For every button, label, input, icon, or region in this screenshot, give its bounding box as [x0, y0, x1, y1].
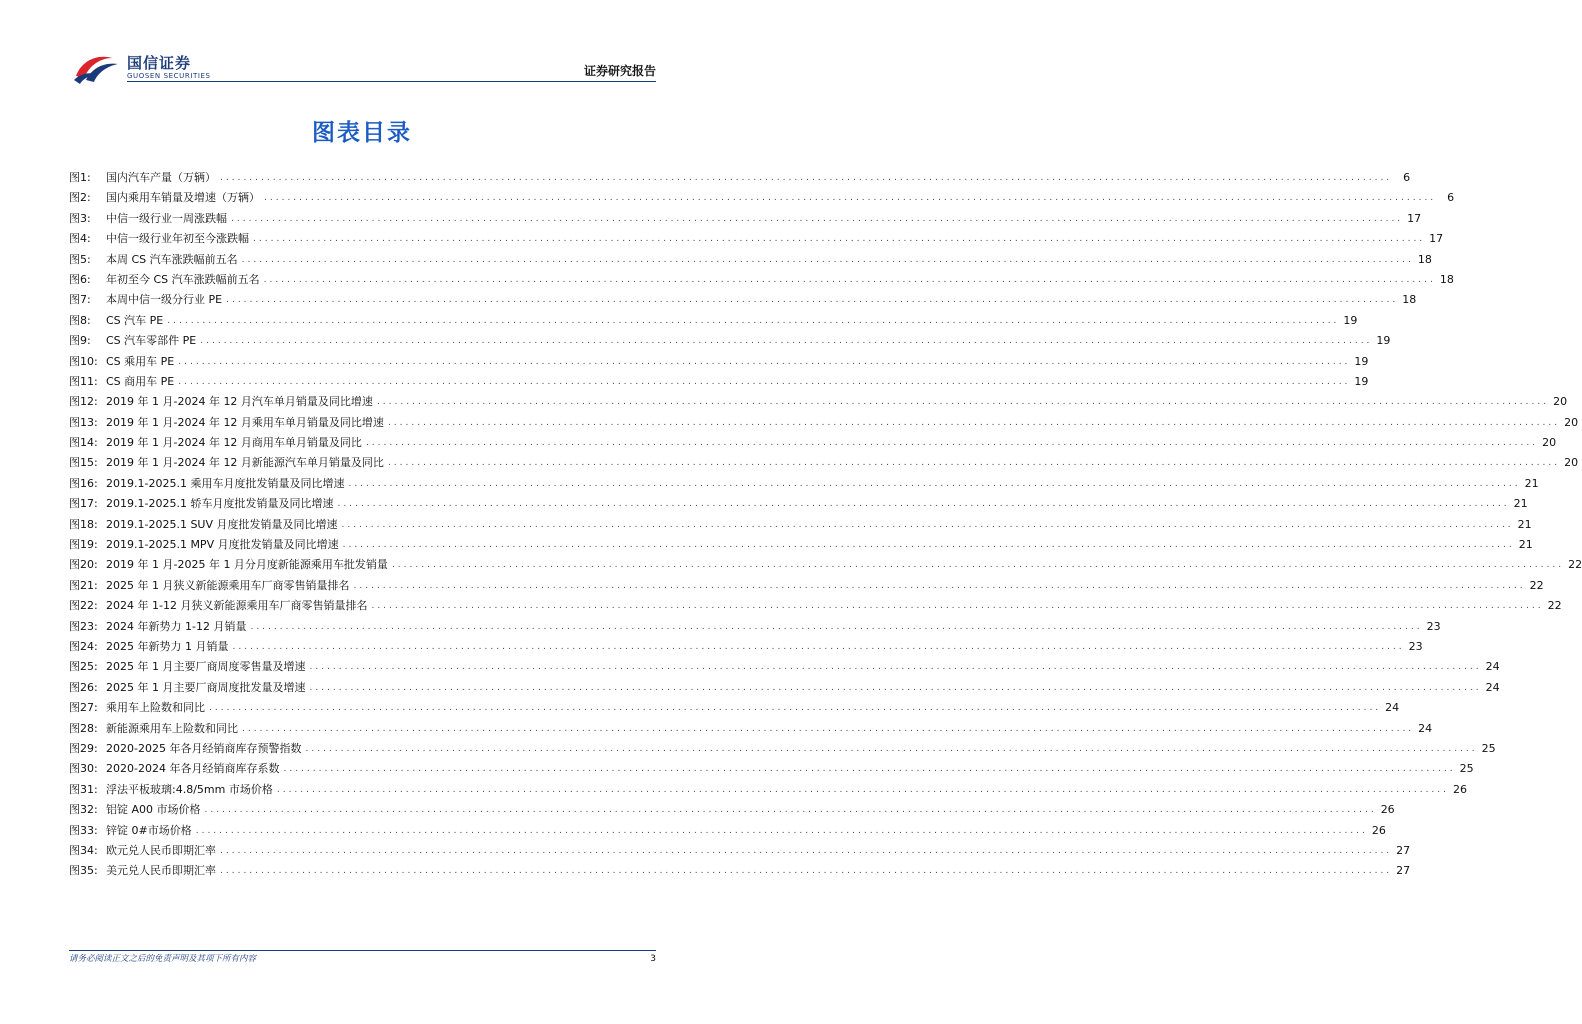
toc-entry-number: 图23: — [69, 619, 98, 633]
toc-entry-label: CS 汽车 PE — [106, 313, 164, 327]
toc-leader-dots: ........................................................................................................................................................................................................ — [226, 295, 1399, 306]
toc-leader-dots: ........................................................................................................................................................................................................ — [209, 703, 1382, 714]
report-type: 证券研究报告 — [583, 64, 656, 78]
toc-leader-dots: ........................................................................................................................................................................................................ — [220, 866, 1393, 877]
toc-entry-page: 19 — [1354, 354, 1369, 368]
toc-entry-label: 2020-2024 年各月经销商库存系数 — [106, 762, 280, 776]
toc-entry-label: 铝锭 A00 市场价格 — [106, 803, 201, 817]
toc-leader-dots: ........................................................................................................................................................................................................ — [276, 784, 1450, 795]
toc-leader-dots: ........................................................................................................................................................................................................ — [387, 458, 1561, 469]
toc-entry-label: 国内汽车产量（万辆） — [106, 171, 216, 184]
toc-entry-number: 图6: — [69, 272, 91, 286]
toc-leader-dots: ........................................................................................................................................................................................................ — [231, 213, 1404, 224]
toc-entry-page: 20 — [1564, 415, 1579, 429]
toc-entry[interactable] — [69, 739, 1496, 759]
toc-entry-label: 2019.1-2025.1 轿车月度批发销量及同比增速 — [106, 497, 334, 511]
toc-entry-number: 图20: — [69, 558, 98, 572]
toc-entry-page: 24 — [1485, 680, 1500, 694]
toc-entry-label: 2019.1-2025.1 乘用车月度批发销量及同比增速 — [106, 476, 345, 490]
toc-entry-page: 18 — [1439, 272, 1454, 286]
toc-entry-label: 国内乘用车销量及增速（万辆） — [106, 191, 260, 205]
toc-entry-page: 23 — [1408, 639, 1423, 653]
toc-leader-dots: ........................................................................................................................................................................................................ — [253, 234, 1426, 245]
toc-entry-label: 乘用车上险数和同比 — [106, 701, 205, 715]
toc-entry-number: 图34: — [69, 843, 98, 857]
toc-leader-dots: ........................................................................................................................................................................................................ — [309, 682, 1482, 693]
toc-leader-dots: ........................................................................................................................................................................................................ — [341, 519, 1514, 530]
toc-entry-number: 图29: — [69, 741, 98, 755]
toc-entry-label: 锌锭 0#市场价格 — [106, 823, 192, 837]
toc-entry-page: 20 — [1542, 436, 1557, 450]
toc-entry-number: 图30: — [69, 762, 98, 776]
toc-entry-label: 中信一级行业一周涨跌幅 — [106, 211, 227, 225]
toc-entry-label: 2019 年 1 月-2024 年 12 月汽车单月销量及同比增速 — [106, 395, 373, 409]
guosen-logo-icon — [72, 50, 122, 84]
toc-entry-page: 26 — [1371, 823, 1386, 837]
toc-entry-label: 2025 年 1 月狭义新能源乘用车厂商零售销量排名 — [106, 578, 350, 592]
toc-entry-number: 图3: — [69, 211, 91, 225]
toc-entry-page: 6 — [1403, 171, 1411, 184]
toc-entry[interactable] — [69, 535, 1533, 555]
toc-entry-page: 24 — [1485, 660, 1500, 674]
toc-entry-page: 17 — [1407, 211, 1422, 225]
toc-entry-label: 中信一级行业年初至今涨跌幅 — [106, 232, 249, 246]
toc-entry-number: 图19: — [69, 538, 98, 552]
toc-entry-number: 图2: — [69, 191, 91, 205]
toc-entry[interactable] — [69, 209, 1422, 229]
toc-entry-label: 2019.1-2025.1 MPV 月度批发销量及同比增速 — [106, 538, 339, 552]
toc-leader-dots: ........................................................................................................................................................................................................ — [178, 356, 1351, 367]
toc-entry[interactable] — [69, 515, 1532, 535]
toc-entry-page: 25 — [1459, 762, 1474, 776]
toc-entry[interactable] — [69, 250, 1432, 270]
toc-leader-dots: ........................................................................................................................................................................................................ — [242, 723, 1415, 734]
toc-leader-dots: ........................................................................................................................................................................................................ — [204, 805, 1377, 816]
brand-name-en: GUOSEN SECURITIES — [127, 72, 211, 80]
toc-entry-number: 图15: — [69, 456, 98, 470]
toc-entry-label: 2019 年 1 月-2025 年 1 月分月度新能源乘用车批发销量 — [106, 558, 388, 572]
toc-entry-label: 2025 年新势力 1 月销量 — [106, 639, 229, 653]
toc-entry[interactable] — [69, 229, 1444, 249]
toc-leader-dots: ........................................................................................................................................................................................................ — [365, 438, 1539, 449]
toc-entry-page: 24 — [1385, 701, 1400, 715]
toc-leader-dots: ........................................................................................................................................................................................................ — [195, 825, 1368, 836]
toc-leader-dots: ........................................................................................................................................................................................................ — [337, 499, 1510, 510]
toc-entry[interactable] — [69, 413, 1579, 433]
toc-entry-label: 美元兑人民币即期汇率 — [106, 864, 216, 878]
toc-entry-number: 图7: — [69, 293, 91, 307]
toc-entry-number: 图9: — [69, 334, 91, 348]
toc-leader-dots: ........................................................................................................................................................................................................ — [241, 254, 1414, 265]
toc-leader-dots: ........................................................................................................................................................................................................ — [342, 540, 1515, 551]
toc-leader-dots: ........................................................................................................................................................................................................ — [200, 336, 1373, 347]
toc-entry-label: 新能源乘用车上险数和同比 — [106, 721, 238, 735]
toc-entry-number: 图27: — [69, 701, 98, 715]
toc-entry-number: 图26: — [69, 680, 98, 694]
toc-entry[interactable] — [69, 657, 1500, 677]
toc-entry-page: 25 — [1481, 741, 1496, 755]
toc-entry[interactable] — [69, 698, 1400, 718]
toc-entry-number: 图8: — [69, 313, 91, 327]
toc-entry-label: 2019 年 1 月-2024 年 12 月新能源汽车单月销量及同比 — [106, 456, 384, 470]
toc-entry-number: 图31: — [69, 782, 98, 796]
page-number: 3 — [650, 954, 656, 964]
toc-entry-number: 图4: — [69, 232, 91, 246]
toc-entry-number: 图18: — [69, 517, 98, 531]
toc-entry-label: 2025 年 1 月主要厂商周度零售量及增速 — [106, 660, 306, 674]
toc-entry[interactable] — [69, 719, 1433, 739]
toc-entry-label: 2019 年 1 月-2024 年 12 月商用车单月销量及同比 — [106, 436, 362, 450]
toc-entry[interactable] — [69, 576, 1544, 596]
toc-entry[interactable] — [69, 759, 1474, 779]
toc-entry[interactable] — [69, 780, 1468, 800]
page-title: 图表目录 — [312, 120, 412, 146]
toc-entry-page: 22 — [1547, 599, 1562, 613]
toc-entry[interactable] — [69, 311, 1358, 331]
toc-entry[interactable] — [69, 392, 1568, 412]
toc-entry-label: 浮法平板玻璃:4.8/5mm 市场价格 — [106, 782, 273, 796]
toc-entry-label: 2020-2025 年各月经销商库存预警指数 — [106, 741, 302, 755]
toc-entry[interactable] — [69, 188, 1455, 208]
disclaimer-note: 请务必阅读正文之后的免责声明及其项下所有内容 — [69, 954, 257, 964]
toc-entry-page: 21 — [1524, 476, 1539, 490]
header-divider — [127, 81, 656, 82]
toc-entry[interactable] — [69, 453, 1579, 473]
toc-entry-number: 图17: — [69, 497, 98, 511]
toc-entry[interactable] — [69, 821, 1386, 841]
toc-entry-page: 20 — [1564, 456, 1579, 470]
toc-entry[interactable] — [69, 596, 1562, 616]
toc-entry[interactable] — [69, 290, 1417, 310]
toc-entry-page: 27 — [1396, 864, 1411, 878]
toc-leader-dots: ........................................................................................................................................................................................................ — [263, 274, 1436, 285]
toc-entry-number: 图11: — [69, 374, 98, 388]
toc-leader-dots: ........................................................................................................................................................................................................ — [178, 376, 1351, 387]
toc-entry-label: 本周 CS 汽车涨跌幅前五名 — [106, 252, 238, 266]
toc-leader-dots: ........................................................................................................................................................................................................ — [309, 662, 1482, 673]
toc-entry-label: 2024 年 1-12 月狭义新能源乘用车厂商零售销量排名 — [106, 599, 368, 613]
toc-entry-number: 图12: — [69, 395, 98, 409]
toc-entry-label: 本周中信一级分行业 PE — [106, 293, 223, 307]
toc-entry[interactable] — [69, 617, 1441, 637]
toc-entry[interactable] — [69, 270, 1454, 290]
toc-entry-page: 18 — [1402, 293, 1417, 307]
toc-entry-number: 图13: — [69, 415, 98, 429]
toc-entry-label: CS 乘用车 PE — [106, 354, 175, 368]
figure-list — [69, 168, 1582, 882]
toc-entry-page: 21 — [1513, 497, 1528, 511]
toc-entry-number: 图10: — [69, 354, 98, 368]
toc-leader-dots: ........................................................................................................................................................................................................ — [220, 845, 1393, 856]
toc-entry[interactable] — [69, 555, 1582, 575]
toc-leader-dots: ........................................................................................................................................................................................................ — [250, 621, 1423, 632]
brand-name: 国信证券 — [127, 54, 192, 72]
toc-entry[interactable] — [69, 637, 1423, 657]
toc-entry-page: 19 — [1376, 334, 1391, 348]
toc-entry-page: 27 — [1396, 843, 1411, 857]
toc-entry[interactable] — [69, 678, 1500, 698]
toc-entry-page: 19 — [1354, 374, 1369, 388]
toc-entry-label: 欧元兑人民币即期汇率 — [106, 843, 216, 857]
toc-leader-dots: ........................................................................................................................................................................................................ — [348, 478, 1521, 489]
toc-entry-page: 18 — [1417, 252, 1432, 266]
toc-leader-dots: ........................................................................................................................................................................................................ — [376, 397, 1550, 408]
toc-entry-number: 图33: — [69, 823, 98, 837]
toc-leader-dots: ........................................................................................................................................................................................................ — [371, 601, 1544, 612]
toc-leader-dots: ........................................................................................................................................................................................................ — [391, 560, 1565, 571]
toc-entry[interactable] — [69, 352, 1369, 372]
toc-entry-page: 24 — [1418, 721, 1433, 735]
toc-entry[interactable] — [69, 168, 1411, 188]
toc-leader-dots: ........................................................................................................................................................................................................ — [387, 417, 1561, 428]
toc-entry-number: 图16: — [69, 476, 98, 490]
toc-entry[interactable] — [69, 372, 1369, 392]
toc-entry-number: 图21: — [69, 578, 98, 592]
toc-entry-number: 图14: — [69, 436, 98, 450]
toc-leader-dots: ........................................................................................................................................................................................................ — [167, 315, 1340, 326]
toc-entry-number: 图1: — [69, 171, 91, 184]
toc-entry-number: 图32: — [69, 803, 98, 817]
toc-leader-dots: ........................................................................................................................................................................................................ — [220, 173, 1393, 183]
toc-leader-dots: ........................................................................................................................................................................................................ — [283, 764, 1456, 775]
toc-entry-label: 2019 年 1 月-2024 年 12 月乘用车单月销量及同比增速 — [106, 415, 384, 429]
toc-entry-page: 20 — [1553, 395, 1568, 409]
toc-entry-page: 21 — [1517, 517, 1532, 531]
toc-entry-label: 年初至今 CS 汽车涨跌幅前五名 — [106, 272, 260, 286]
toc-entry-number: 图5: — [69, 252, 91, 266]
toc-leader-dots: ........................................................................................................................................................................................................ — [264, 193, 1437, 204]
toc-entry[interactable] — [69, 433, 1557, 453]
toc-entry-page: 26 — [1453, 782, 1468, 796]
toc-entry-label: 2025 年 1 月主要厂商周度批发量及增速 — [106, 680, 306, 694]
toc-entry[interactable] — [69, 474, 1539, 494]
toc-entry-page: 23 — [1426, 619, 1441, 633]
toc-entry-page: 26 — [1380, 803, 1395, 817]
footer-divider — [69, 950, 656, 951]
toc-entry-page: 22 — [1529, 578, 1544, 592]
toc-leader-dots: ........................................................................................................................................................................................................ — [305, 743, 1478, 754]
toc-entry-number: 图28: — [69, 721, 98, 735]
toc-entry-label: CS 汽车零部件 PE — [106, 334, 197, 348]
toc-entry-page: 21 — [1518, 538, 1533, 552]
toc-entry-page: 19 — [1343, 313, 1358, 327]
toc-entry-page: 6 — [1447, 191, 1455, 205]
toc-entry[interactable] — [69, 861, 1411, 881]
toc-entry-number: 图22: — [69, 599, 98, 613]
toc-entry-label: 2024 年新势力 1-12 月销量 — [106, 619, 247, 633]
toc-entry-number: 图35: — [69, 864, 98, 878]
toc-entry-label: 2019.1-2025.1 SUV 月度批发销量及同比增速 — [106, 517, 338, 531]
toc-leader-dots: ........................................................................................................................................................................................................ — [353, 580, 1526, 591]
toc-leader-dots: ........................................................................................................................................................................................................ — [232, 641, 1405, 652]
toc-entry[interactable] — [69, 800, 1395, 820]
toc-entry[interactable] — [69, 841, 1411, 861]
toc-entry-label: CS 商用车 PE — [106, 374, 175, 388]
toc-entry-number: 图24: — [69, 639, 98, 653]
page-header — [0, 0, 724, 90]
toc-entry-number: 图25: — [69, 660, 98, 674]
toc-entry[interactable] — [69, 494, 1528, 514]
toc-entry-page: 17 — [1429, 232, 1444, 246]
toc-entry-page: 22 — [1568, 558, 1582, 572]
toc-entry[interactable] — [69, 331, 1391, 351]
